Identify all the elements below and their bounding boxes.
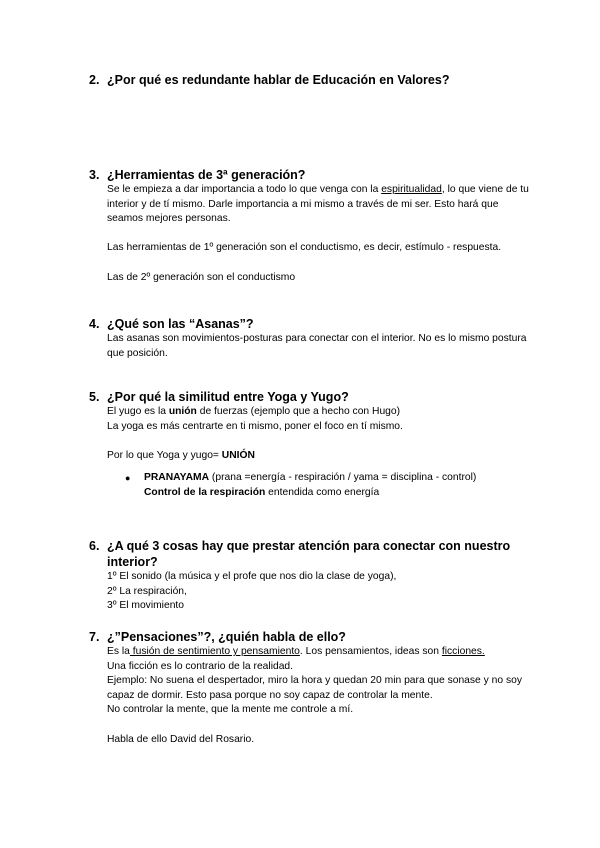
question-3 (89, 167, 529, 285)
text-run: entendida como energía (265, 486, 380, 498)
question-number: 7. (89, 630, 100, 644)
question-number: 3. (89, 168, 100, 182)
question-number: 2. (89, 73, 100, 87)
text-run: de fuerzas (ejemplo que a hecho con Hugo) (196, 406, 401, 417)
underlined-term: ficciones. (441, 646, 485, 657)
question-title: ¿”Pensaciones”?, ¿quién habla de ello? (107, 630, 346, 644)
question-2 (89, 72, 529, 88)
question-2-heading (89, 72, 529, 88)
answer-line: Ejemplo: No suena el despertador, miro la hora y quedan 20 min para que sonase y no soy capaz de dormir. Esto pasa porque no soy capaz de controlar la mente. (107, 675, 522, 701)
question-4-heading (89, 316, 529, 332)
answer-line: Habla de ello David del Rosario. (107, 733, 255, 745)
question-title: ¿Qué son las “Asanas”? (107, 317, 254, 331)
bold-term: Control de la respiración (144, 486, 266, 498)
text-run: (prana =energía - respiración / yama = disciplina - control) (209, 472, 477, 484)
question-5-heading (89, 389, 529, 405)
answer-line: No controlar la mente, que la mente me controle a mí. (107, 704, 354, 716)
question-3-heading (89, 167, 529, 183)
bullet-item (107, 471, 529, 500)
bullet-line (144, 471, 529, 486)
bullet-content (144, 471, 529, 500)
question-title: ¿A qué 3 cosas hay que prestar atención para conectar con nuestro interior? (107, 539, 511, 569)
answer-line (107, 645, 529, 660)
text-run: El yugo es la (107, 406, 169, 417)
text-run: , lo que viene de tu interior y de tí mismo. Darle importancia a mi mismo a través de mi ser. Esto hará que seamos mejores personas. (107, 184, 529, 225)
question-title: ¿Por qué es redundante hablar de Educación en Valores? (107, 73, 450, 87)
question-7 (89, 629, 529, 747)
question-3-answer (89, 183, 529, 285)
answer-line: 1º El sonido (la música y el profe que nos dio la clase de yoga), (107, 571, 397, 582)
bullet-icon: ● (125, 473, 131, 484)
question-7-answer (89, 645, 529, 747)
question-6 (89, 538, 529, 614)
question-4-answer (89, 332, 529, 361)
answer-paragraph: Las asanas son movimientos-posturas para conectar con el interior. No es lo mismo postura que posición. (107, 333, 527, 359)
answer-paragraph: Las de 2º generación son el conductismo (107, 271, 296, 283)
answer-paragraph (107, 183, 529, 227)
question-7-heading (89, 629, 529, 645)
text-run: Por lo que Yoga y yugo= (107, 449, 222, 461)
question-title: ¿Por qué la similitud entre Yoga y Yugo? (107, 390, 349, 404)
bullet-line (144, 486, 529, 501)
text-run: Se le empieza a dar importancia a todo lo que venga con la (107, 184, 382, 195)
text-run: Es la (107, 646, 130, 657)
answer-line: Una ficción es lo contrario de la realidad. (107, 660, 294, 672)
answer-line: La yoga es más centrarte en ti mismo, poner el foco en tí mismo. (107, 420, 403, 432)
answer-line: 3º El movimiento (107, 600, 185, 612)
answer-paragraph: Las herramientas de 1º generación son el conductismo, es decir, estímulo - respuesta. (107, 242, 502, 254)
question-number: 6. (89, 539, 100, 553)
bold-term: UNIÓN (221, 449, 255, 461)
question-number: 5. (89, 390, 100, 404)
text-run: . Los pensamientos, ideas son (299, 646, 442, 657)
question-title: ¿Herramientas de 3ª generación? (107, 168, 306, 182)
question-number: 4. (89, 317, 100, 331)
question-4 (89, 316, 529, 361)
answer-line: 2º La respiración, (107, 585, 187, 597)
answer-line (107, 405, 529, 420)
question-6-heading (89, 538, 529, 570)
underlined-term: espiritualidad (381, 184, 442, 195)
question-5 (89, 389, 529, 501)
underlined-term: fusión de sentimiento y pensamiento (129, 646, 300, 657)
bold-term: PRANAYAMA (144, 472, 210, 484)
question-5-answer (89, 405, 529, 501)
answer-line (107, 449, 529, 464)
bold-term: unión (168, 406, 197, 417)
question-6-answer (89, 570, 529, 614)
